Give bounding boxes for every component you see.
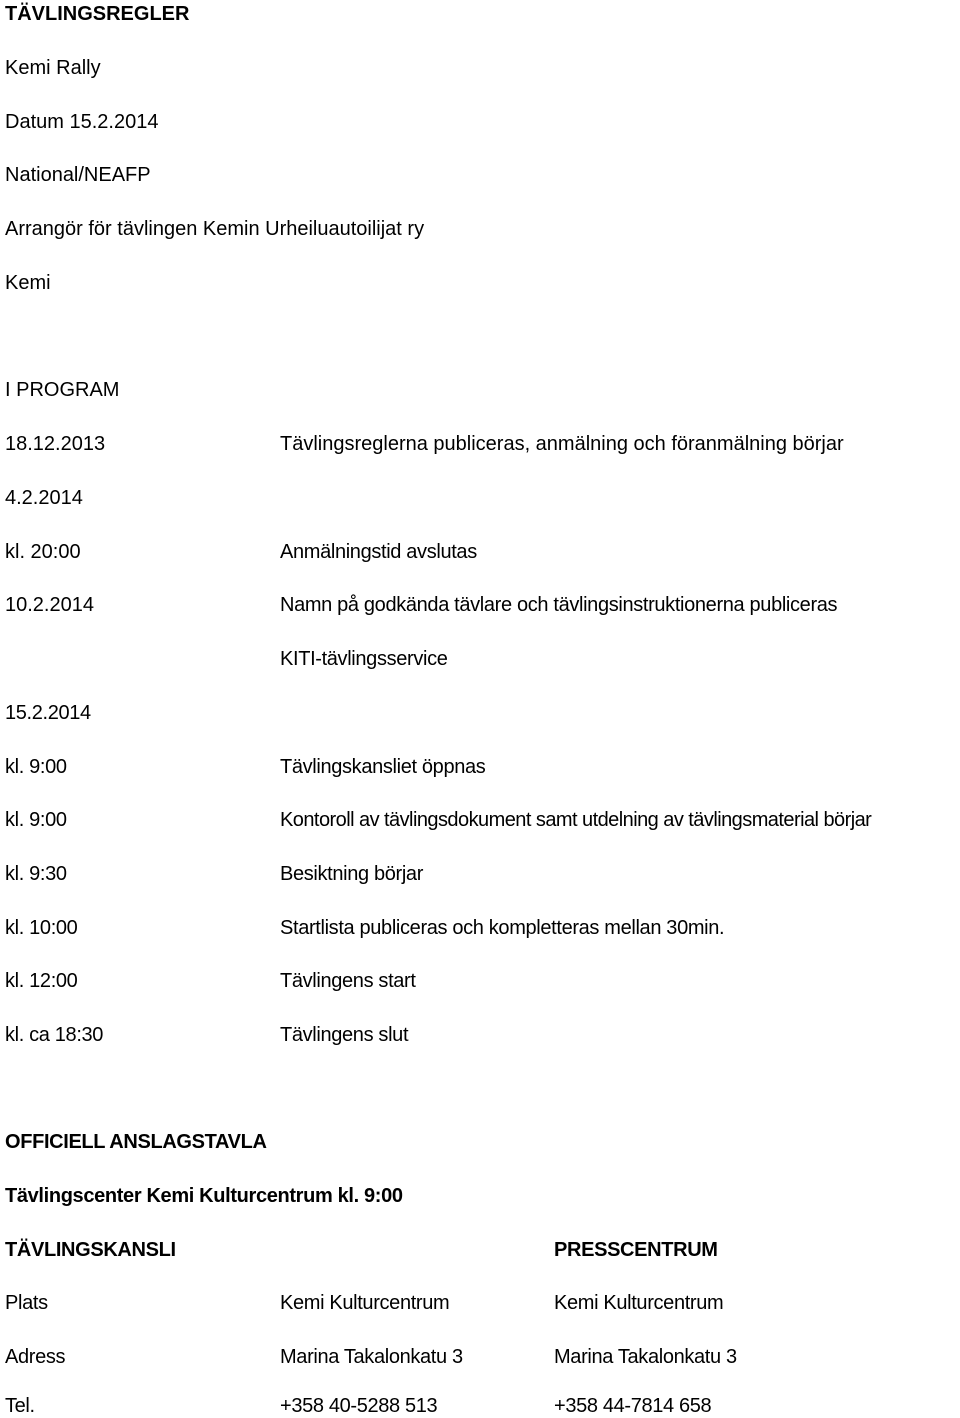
program-time: kl. 20:00 — [5, 541, 81, 563]
program-time: 15.2.2014 — [5, 702, 91, 724]
program-text: Namn på godkända tävlare och tävlingsinstruktionerna publiceras — [280, 594, 838, 616]
program-text: Anmälningstid avslutas — [280, 541, 477, 563]
event-organizer: Arrangör för tävlingen Kemin Urheiluautoilijat ry — [5, 218, 425, 240]
contact-label: Adress — [5, 1346, 66, 1368]
program-time: kl. 9:30 — [5, 863, 67, 885]
program-text: Tävlingskansliet öppnas — [280, 756, 486, 778]
kansli-value: Marina Takalonkatu 3 — [280, 1346, 463, 1368]
kansli-value: +358 40-5288 513 — [280, 1395, 438, 1417]
program-time: 10.2.2014 — [5, 594, 94, 616]
program-time: 18.12.2013 — [5, 433, 106, 455]
program-text: Besiktning börjar — [280, 863, 424, 885]
event-level: National/NEAFP — [5, 164, 151, 186]
press-value: Marina Takalonkatu 3 — [554, 1346, 737, 1368]
program-time: kl. ca 18:30 — [5, 1024, 104, 1046]
program-text: Tävlingens start — [280, 970, 416, 992]
program-text: Tävlingsreglerna publiceras, anmälning och föranmälning börjar — [280, 433, 844, 455]
event-name: Kemi Rally — [5, 57, 101, 79]
program-heading: I PROGRAM — [5, 379, 120, 401]
contact-label: Plats — [5, 1292, 48, 1314]
program-time: kl. 12:00 — [5, 970, 78, 992]
press-value: +358 44-7814 658 — [554, 1395, 712, 1417]
notice-board-location: Tävlingscenter Kemi Kulturcentrum kl. 9:00 — [5, 1185, 403, 1207]
kansli-value: Kemi Kulturcentrum — [280, 1292, 450, 1314]
contact-label: Tel. — [5, 1395, 35, 1417]
kansli-heading: TÄVLINGSKANSLI — [5, 1239, 176, 1261]
program-time: kl. 9:00 — [5, 809, 67, 831]
program-time: 4.2.2014 — [5, 487, 83, 509]
document-title: TÄVLINGSREGLER — [5, 3, 190, 25]
press-value: Kemi Kulturcentrum — [554, 1292, 724, 1314]
program-time: kl. 10:00 — [5, 917, 78, 939]
event-date: Datum 15.2.2014 — [5, 111, 159, 133]
program-text: KITI-tävlingsservice — [280, 648, 448, 670]
program-text: Kontoroll av tävlingsdokument samt utdelning av tävlingsmaterial börjar — [280, 809, 872, 831]
notice-board-heading: OFFICIELL ANSLAGSTAVLA — [5, 1131, 267, 1153]
program-text: Startlista publiceras och kompletteras mellan 30min. — [280, 917, 725, 939]
press-heading: PRESSCENTRUM — [554, 1239, 718, 1261]
program-text: Tävlingens slut — [280, 1024, 409, 1046]
program-time: kl. 9:00 — [5, 756, 67, 778]
event-city: Kemi — [5, 272, 51, 294]
